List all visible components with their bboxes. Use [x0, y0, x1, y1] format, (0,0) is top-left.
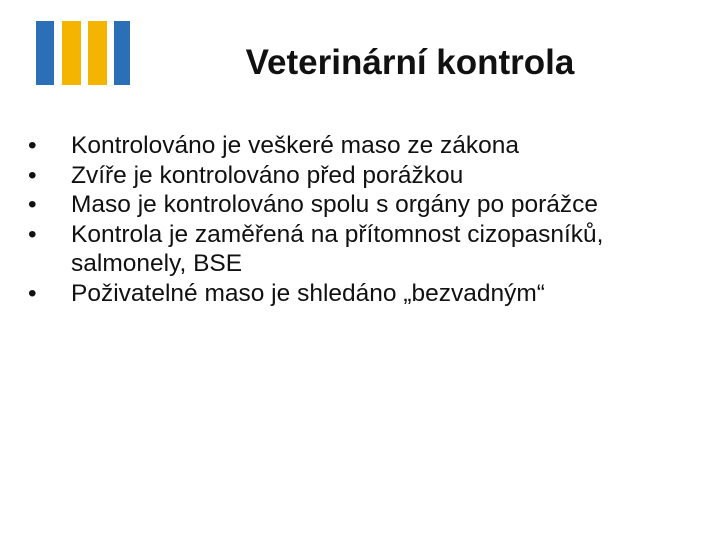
bullet-text: Kontrolováno je veškeré maso ze zákona — [71, 132, 520, 159]
bullet-item — [28, 279, 678, 309]
bullet-item — [28, 220, 678, 279]
bullet-item — [28, 131, 678, 161]
logo-icon — [36, 21, 130, 85]
bullet-dot: • — [28, 220, 37, 248]
bullet-text: Poživatelné maso je shledáno „bezvadným“ — [71, 279, 545, 307]
bullet-list — [28, 131, 678, 308]
logo-bar-blue-right — [114, 21, 130, 85]
bullet-dot: • — [28, 161, 37, 189]
bullet-text: Zvíře je kontrolováno před porážkou — [71, 161, 464, 189]
bullet-dot: • — [28, 132, 37, 159]
bullet-item — [28, 161, 678, 191]
logo-bar-blue-left — [36, 21, 54, 85]
slide-title: Veterinární kontrola — [245, 43, 575, 82]
logo-bar-yellow-right — [88, 21, 107, 85]
logo-bar-yellow-left — [62, 21, 81, 85]
bullet-dot: • — [28, 191, 37, 218]
bullet-text: Maso je kontrolováno spolu s orgány po porážce — [71, 191, 599, 218]
bullet-dot: • — [28, 279, 37, 307]
bullet-text: Kontrola je zaměřená na přítomnost cizopasníků, salmonely, BSE — [71, 220, 604, 277]
bullet-item — [28, 190, 678, 220]
